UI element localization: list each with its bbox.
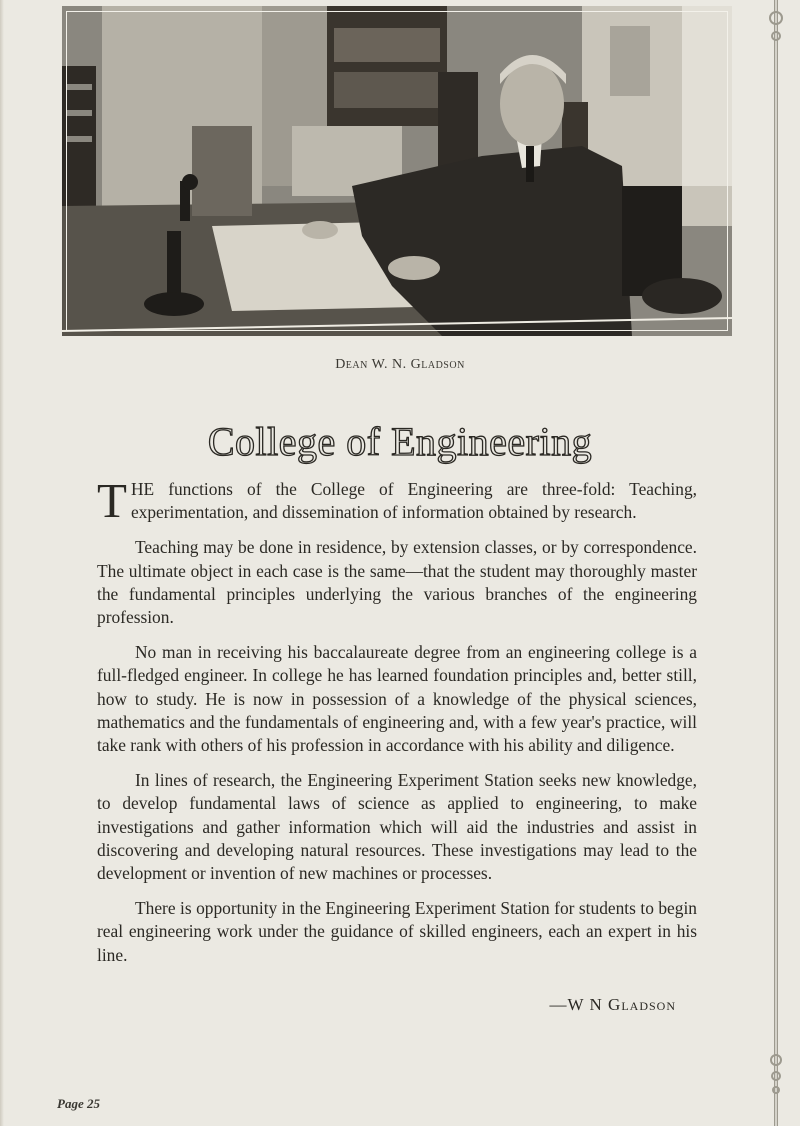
paragraph-1-text: HE functions of the College of Engineering are three-fold: Teaching, experimentation, and dissemination of information obtained by research.: [130, 479, 697, 523]
page-title: College of Engineering: [207, 419, 593, 464]
article-body: [97, 473, 697, 979]
paragraph-4: In lines of research, the Engineering Experiment Station seeks new knowledge, to develop fundamental laws of science as applied to engineering, to make investigations and gather information which will aid the industries and assist in discovering and developing natural resources. These investigations may lead to the development or invention of new machines or processes.: [97, 770, 697, 884]
decorative-border: [766, 0, 786, 1126]
photo-caption: Dean W. N. Gladson: [335, 357, 465, 372]
page-left-edge: [0, 0, 4, 1126]
paragraph-5: There is opportunity in the Engineering Experiment Station for students to begin real engineering work under the guidance of skilled engineers, each an expert in his line.: [97, 898, 697, 965]
paragraph-3: No man in receiving his baccalaureate degree from an engineering college is a full-fledged engineer. In college he has learned foundation principles and, better still, how to study. He is now in possession of a knowledge of the physical sciences, mathematics and the fundamentals of engineering and, with a few year's practice, will take rank with others of his profession in accordance with his ability and diligence.: [97, 642, 697, 756]
paragraph-1: [97, 473, 697, 528]
paragraph-2: Teaching may be done in residence, by extension classes, or by correspondence. The ultimate object in each case is the same—that the student may thoroughly master the fundamental principles underlying the various branches of the engineering profession.: [97, 537, 697, 628]
page-number: Page 25: [57, 1096, 100, 1111]
photograph-icon: [62, 6, 732, 336]
dean-photograph: [62, 6, 732, 336]
author-signature: —W N Gladson: [549, 995, 676, 1014]
drop-cap: T: [97, 473, 127, 528]
